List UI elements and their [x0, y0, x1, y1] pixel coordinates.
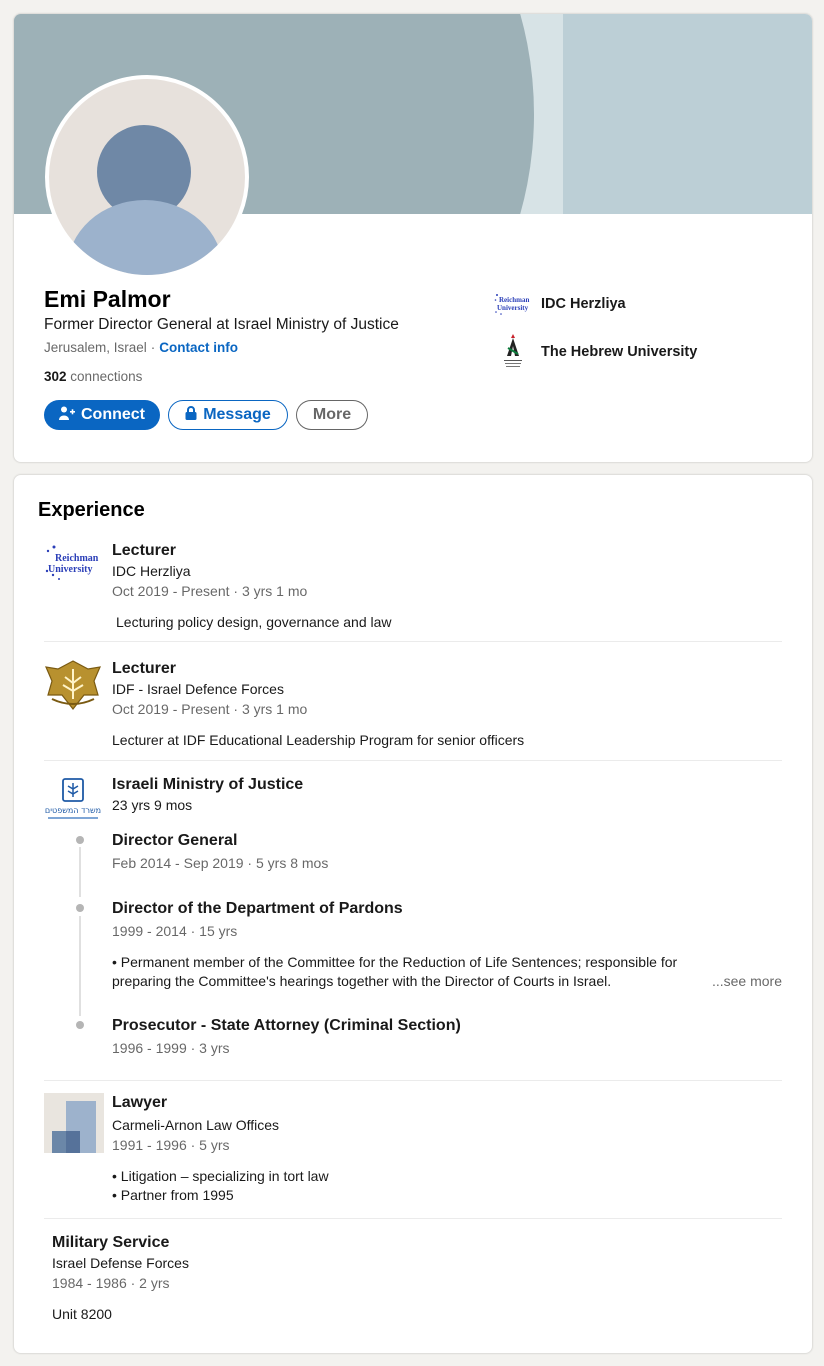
connections-count[interactable] [44, 369, 142, 384]
location-line [44, 340, 238, 355]
role-item [112, 899, 782, 995]
timeline-dot [76, 836, 84, 844]
role-dates: Feb 2014 - Sep 2019 · 5 yrs 8 mos [112, 855, 329, 871]
connect-label: Connect [81, 406, 145, 423]
role-title[interactable]: Director General [112, 832, 238, 849]
education-hebrew-university[interactable] [494, 336, 697, 368]
svg-text:University: University [48, 564, 93, 575]
divider [44, 760, 782, 761]
svg-text:משרד המשפטים: משרד המשפטים [44, 806, 102, 815]
connect-button[interactable] [44, 400, 160, 430]
role-title[interactable]: Prosecutor - State Attorney (Criminal Section) [112, 1017, 461, 1034]
company-name: Israel Defense Forces [52, 1255, 189, 1271]
divider [44, 1080, 782, 1081]
job-title[interactable]: Lawyer [112, 1094, 168, 1111]
profile-location: Jerusalem, Israel [44, 340, 147, 355]
profile-avatar[interactable] [45, 75, 249, 279]
company-placeholder-logo[interactable] [44, 1093, 102, 1151]
job-description: Unit 8200 [52, 1306, 112, 1322]
experience-item [44, 1093, 782, 1213]
role-dates: 1999 - 2014 · 15 yrs [112, 923, 238, 939]
profile-headline: Former Director General at Israel Ministry of Justice [44, 316, 399, 333]
role-description-line: • Permanent member of the Committee for the Reduction of Life Sentences; responsible for [112, 954, 678, 970]
ministry-of-justice-logo[interactable] [44, 775, 102, 833]
reichman-logo[interactable] [44, 541, 102, 599]
divider [44, 1218, 782, 1219]
hebrew-university-logo [494, 336, 532, 368]
svg-text:Reichman: Reichman [55, 553, 99, 564]
company-name: IDC Herzliya [112, 563, 191, 579]
svg-text:University: University [497, 304, 529, 312]
job-title[interactable]: Military Service [52, 1234, 170, 1251]
company-name[interactable]: Israeli Ministry of Justice [112, 776, 304, 793]
role-item [112, 831, 782, 873]
idf-logo[interactable] [44, 659, 102, 717]
role-title[interactable]: Director of the Department of Pardons [112, 900, 403, 917]
contact-info-link[interactable]: Contact info [159, 340, 239, 355]
experience-details [112, 659, 782, 750]
job-description: Lecturing policy design, governance and law [116, 614, 392, 630]
role-description-line: preparing the Committee's hearings together with the Director of Courts in Israel. [112, 973, 612, 989]
lock-icon [185, 406, 197, 425]
see-more-link[interactable]: ...see more [711, 973, 782, 989]
more-button[interactable]: More [296, 400, 368, 430]
separator-dot: · [150, 340, 156, 355]
reichman-logo [494, 288, 532, 320]
company-name: IDF - Israel Defence Forces [112, 681, 284, 697]
experience-details [112, 775, 782, 815]
connections-label: connections [70, 369, 143, 384]
education-name: The Hebrew University [541, 344, 698, 360]
job-title[interactable]: Lecturer [112, 660, 177, 677]
job-dates: Oct 2019 - Present · 3 yrs 1 mo [112, 701, 308, 717]
job-description: Lecturer at IDF Educational Leadership Program for senior officers [112, 732, 525, 748]
role-item [112, 1016, 782, 1058]
job-dates: Oct 2019 - Present · 3 yrs 1 mo [112, 583, 308, 599]
profile-name: Emi Palmor [44, 286, 171, 312]
experience-details [112, 541, 782, 632]
education-idc-herzliya[interactable] [494, 288, 626, 320]
job-title[interactable]: Lecturer [112, 542, 177, 559]
experience-item [44, 541, 782, 637]
role-dates: 1996 - 1999 · 3 yrs [112, 1040, 230, 1056]
message-button[interactable] [168, 400, 288, 430]
experience-item [44, 659, 782, 755]
timeline-line [79, 847, 81, 897]
job-bullet: • Litigation – specializing in tort law [112, 1168, 329, 1184]
timeline-dot [76, 1021, 84, 1029]
message-label: Message [203, 406, 271, 423]
svg-text:Reichman: Reichman [499, 296, 530, 304]
total-duration: 23 yrs 9 mos [112, 797, 193, 813]
timeline-dot [76, 904, 84, 912]
divider [44, 641, 782, 642]
job-bullet: • Partner from 1995 [112, 1187, 234, 1203]
job-dates: 1991 - 1996 · 5 yrs [112, 1137, 230, 1153]
connections-number: 302 [44, 369, 67, 384]
experience-item [52, 1233, 752, 1324]
timeline-line [79, 916, 81, 1016]
experience-details [112, 1093, 782, 1205]
avatar-body-shape [67, 200, 223, 279]
profile-card [13, 13, 813, 463]
education-name: IDC Herzliya [541, 296, 626, 312]
add-person-icon [59, 406, 75, 425]
job-dates: 1984 - 1986 · 2 yrs [52, 1275, 170, 1291]
company-name: Carmeli-Arnon Law Offices [112, 1117, 280, 1133]
experience-heading: Experience [38, 499, 145, 521]
experience-card [13, 474, 813, 1354]
